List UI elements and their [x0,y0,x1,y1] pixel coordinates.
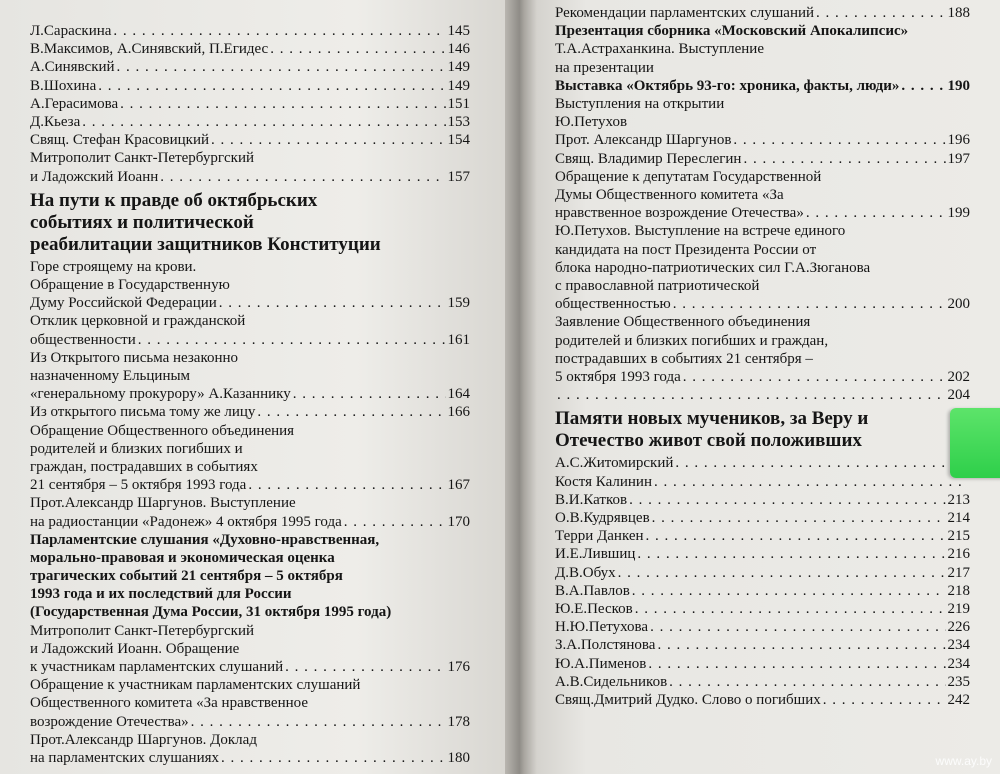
toc-entry-text: А.Синявский [30,59,115,76]
dot-leader [650,618,945,636]
bold-subheading-line: трагических событий 21 сентября – 5 октября [30,568,343,585]
section-heading [555,408,970,452]
dot-leader [160,168,445,186]
toc-entry[interactable] [30,149,470,185]
toc-entry[interactable] [30,676,470,731]
page-number: 176 [447,659,470,676]
toc-entry-last-line [555,204,970,222]
bold-subheading-line: (Государственная Дума России, 31 октября 1995 года) [30,604,392,621]
toc-entry-text: Прот. Александр Шаргунов [555,132,732,149]
toc-name-entry[interactable] [555,491,970,509]
toc-entry-last-line [30,40,470,58]
dot-leader [211,131,446,149]
section-heading-line: реабилитации защитников Конституции [30,233,381,255]
dot-leader [635,600,946,618]
page-number: 180 [447,750,470,767]
dot-leader [270,40,445,58]
toc-entry-text: О.В.Кудрявцев [555,509,650,526]
toc-entry-last-line [555,77,970,95]
toc-entry[interactable] [30,731,470,767]
dot-leader [669,673,945,691]
toc-entry-last-line [30,77,470,95]
toc-name-entry[interactable] [555,509,970,527]
toc-entry-text: общественностью [555,296,671,313]
page-number: 214 [947,509,970,526]
toc-entry-text: В.Максимов, А.Синявский, П.Егидес [30,41,269,58]
toc-entry-text: Свящ. Стефан Красовицкий [30,132,209,149]
section-heading-line: Памяти новых мучеников, за Веру и [555,408,869,430]
bold-subheading-line: 1993 года и их последствий для России [30,586,292,603]
toc-entry-line: Из Открытого письма незаконно [30,349,239,366]
page-number: 235 [947,673,970,690]
toc-entry-last-line [30,168,470,186]
toc-entry-text: А.В.Сидельников [555,673,668,690]
toc-entry-text: на парламентских слушаниях [30,750,220,767]
toc-entry-text: на презентации [555,59,654,76]
toc-name-entry[interactable] [555,600,970,618]
page-number: 217 [947,564,970,581]
toc-entry-line: и Ладожский Иоанн. Обращение [30,640,240,657]
toc-entry-text: 21 сентября – 5 октября 1993 года [30,477,247,494]
toc-entry-line: Думы Общественного комитета «За [555,187,784,203]
page-number: 151 [447,95,470,112]
toc-entry-last-line [30,258,470,276]
toc-entry-text: Свящ. Владимир Переслегин [555,150,742,167]
toc-entry-last-line [555,295,970,313]
page-number: 170 [447,513,470,530]
toc-entry-text: и Ладожский Иоанн [30,168,159,185]
toc-entry[interactable] [555,168,970,223]
dot-leader [219,294,446,312]
toc-entry-last-line [30,22,470,40]
page-number: 202 [947,368,970,385]
toc-name-entry[interactable] [555,545,970,563]
toc-entry-last-line [555,131,970,149]
dot-leader [632,582,946,600]
left-toc-column [30,22,470,767]
toc-entry-last-line [30,713,470,731]
toc-entry[interactable] [30,113,470,131]
toc-entry-line: блока народно-патриотических сил Г.А.Зюганова [555,259,871,276]
toc-entry-text: Рекомендации парламентских слушаний [555,5,815,21]
toc-entry-last-line [555,150,970,168]
dot-leader [816,4,945,22]
toc-entry-last-line [30,476,470,494]
toc-entry-text: Выступления на открытии [555,96,725,112]
toc-entry[interactable] [30,422,470,495]
toc-entry-last-line [30,331,470,349]
page-number: 226 [947,619,970,636]
section-heading-line: Отечество живот свой положивших [555,430,862,452]
toc-entry-text: 5 октября 1993 года [555,368,681,385]
toc-entry-text: И.Е.Лившиц [555,546,636,563]
toc-entry-text: Терри Данкен [555,528,644,545]
dot-leader [637,545,945,563]
dot-leader [82,113,445,131]
right-toc-column [555,4,970,709]
dot-leader [657,636,945,654]
toc-entry-line: Прот.Александр Шаргунов. Доклад [30,731,257,748]
page-number: 213 [947,491,970,508]
toc-entry[interactable] [555,40,970,76]
toc-entry-last-line [30,403,470,421]
dot-leader [673,295,946,313]
toc-entry-last-line [555,368,970,386]
page-number: 219 [947,600,970,617]
toc-entry[interactable] [30,77,470,95]
dot-leader [120,95,445,113]
page-number: 196 [947,132,970,149]
dot-leader [117,58,446,76]
dot-leader [823,691,946,709]
toc-entry-text: В.Шохина [30,77,97,94]
page-number: 164 [447,386,470,403]
toc-entry-line: Обращение к участникам парламентских слушаний [30,677,361,694]
toc-entry[interactable] [555,222,970,313]
toc-entry-text: З.А.Полстянова [555,637,656,654]
toc-entry-line: Отклик церковной и гражданской [30,313,246,330]
toc-entry[interactable] [30,258,470,276]
toc-entry-text: В.А.Павлов [555,582,630,599]
dot-leader [629,491,945,509]
toc-entry-text: Костя Калинин [555,473,652,490]
toc-name-entry[interactable] [555,691,970,709]
section-heading-line: На пути к правде об октябрьских [30,189,318,211]
toc-entry-last-line [30,294,470,312]
page-number: 146 [447,41,470,58]
toc-entry-text: возрождение Отечества» [30,713,189,730]
toc-name-entry[interactable] [555,582,970,600]
toc-entry-text: на радиостанции «Радонеж» 4 октября 1995 года [30,513,342,530]
toc-name-entry[interactable] [555,473,970,491]
toc-entry-text: Свящ.Дмитрий Дудко. Слово о погибших [555,691,821,708]
toc-entry-line: граждан, пострадавших в событиях [30,458,258,475]
toc-entry-line: кандидата на пост Президента России от [555,241,817,258]
toc-entry-text: «генеральному прокурору» А.Казаннику [30,386,291,403]
page-number: 153 [447,114,470,131]
toc-entry-last-line [555,4,970,22]
dot-leader [191,713,446,731]
toc-entry-last-line [30,95,470,113]
toc-entry-line: с православной патриотической [555,277,760,294]
toc-entry-last-line [30,658,470,676]
dot-leader [248,476,445,494]
toc-entry[interactable] [30,312,470,348]
section-heading [30,190,470,256]
dot-leader [901,77,945,95]
toc-entry[interactable] [30,131,470,149]
page-number: 159 [447,295,470,312]
toc-entry-text: нравственное возрождение Отечества» [555,205,804,222]
dot-leader [652,509,946,527]
page-number: 234 [947,655,970,672]
toc-entry-line: Митрополит Санкт-Петербургский [30,150,254,167]
toc-entry-last-line [555,59,970,77]
toc-entry-text: Д.В.Обух [555,564,616,581]
section-heading-line: событиях и политической [30,211,254,233]
toc-entry[interactable] [555,95,970,113]
watermark-text: www.ay.by [935,754,992,768]
toc-entry-text: общественности [30,331,136,348]
book-gutter [505,0,537,774]
dot-leader [733,131,945,149]
toc-entry-text: Горе строящему на крови. [30,258,197,275]
toc-entry[interactable] [555,77,970,95]
toc-entry-last-line [30,385,470,403]
page-number: 149 [447,77,470,94]
toc-entry[interactable] [30,349,470,404]
dot-leader [683,368,946,386]
page-number: 190 [947,77,970,94]
toc-entry-line: назначенному Ельциным [30,367,191,384]
toc-entry[interactable] [555,131,970,149]
toc-name-entry[interactable] [555,564,970,582]
toc-entry-line: Обращение в Государственную [30,277,230,294]
toc-entry-last-line [555,22,970,40]
page-number: 188 [947,5,970,21]
toc-entry-text: к участникам парламентских слушаний [30,659,284,676]
toc-entry-text: Выставка «Октябрь 93-го: хроника, факты, люди» [555,77,900,94]
dot-leader [113,22,445,40]
page-number: 242 [947,691,970,708]
page-number: 197 [947,150,970,167]
toc-entry-line: Обращение Общественного объединения [30,422,295,439]
toc-entry-last-line [555,95,970,113]
toc-entry-last-line [30,513,470,531]
page-number: 161 [447,331,470,348]
toc-entry-text: Ю.Е.Песков [555,600,633,617]
toc-entry-text: Из открытого письма тому же лицу [30,404,256,421]
dot-leader [618,564,946,582]
toc-entry[interactable] [555,113,970,131]
dot-leader [648,655,945,673]
dot-leader [654,473,968,491]
dot-leader [675,454,968,472]
toc-entry[interactable] [555,150,970,168]
toc-entry-text: В.И.Катков [555,491,628,508]
toc-entry-last-line [30,113,470,131]
toc-entry-last-line [555,113,970,131]
dot-leader [806,204,946,222]
page-number: 166 [447,404,470,421]
toc-entry-text: Презентация сборника «Московский Апокалипсис» [555,23,909,40]
bold-subheading-line: Парламентские слушания «Духовно-нравственная, [30,531,380,548]
toc-entry-text: Ю.А.Пименов [555,655,647,672]
page-number: 145 [447,23,470,39]
dot-leader [285,658,445,676]
toc-entry-text: Д.Кьеза [30,114,81,131]
dot-leader [221,749,445,767]
toc-entry[interactable] [30,22,470,40]
toc-entry[interactable] [30,622,470,677]
page-number: 149 [447,59,470,76]
toc-entry[interactable] [30,494,470,530]
toc-entry[interactable] [555,22,970,40]
toc-entry-line: Т.А.Астраханкина. Выступление [555,41,764,58]
page-number: 218 [947,582,970,599]
toc-name-entry[interactable] [555,636,970,654]
page-number: 154 [447,132,470,149]
bold-subheading [30,531,470,622]
toc-extra-page-line [555,386,970,404]
toc-entry-line: родителей и близких погибших и граждан, [555,332,829,349]
dot-leader [293,385,446,403]
toc-entry-text: А.С.Житомирский [555,455,674,472]
toc-entry-line: Ю.Петухов. Выступление на встрече единого [555,223,846,240]
toc-entry-last-line [30,749,470,767]
dot-leader [257,403,445,421]
page-number: 234 [947,637,970,654]
toc-entry[interactable] [30,95,470,113]
toc-entry-line: Общественного комитета «За нравственное [30,695,308,712]
toc-entry-line: Митрополит Санкт-Петербургский [30,622,254,639]
toc-entry[interactable] [555,313,970,386]
page-number: 200 [947,296,970,313]
toc-entry-text: Н.Ю.Петухова [555,619,649,636]
toc-entry-text: Ю.Петухов [555,114,628,131]
page-number: 167 [447,477,470,494]
toc-entry-text: Думу Российской Федерации [30,295,217,312]
page-number: 216 [947,546,970,563]
dot-leader [557,386,946,404]
dot-leader [646,527,946,545]
dot-leader [98,77,445,95]
green-bookmark-tab [950,408,1000,478]
toc-entry[interactable] [30,403,470,421]
toc-name-entry[interactable] [555,655,970,673]
dot-leader [138,331,446,349]
toc-entry-line: родителей и близких погибших и [30,440,243,457]
toc-entry-line: Заявление Общественного объединения [555,314,811,331]
toc-name-entry[interactable] [555,527,970,545]
toc-entry[interactable] [30,276,470,312]
toc-entry-last-line [30,58,470,76]
toc-name-entry[interactable] [555,673,970,691]
bold-subheading-line: морально-правовая и экономическая оценка [30,549,335,566]
page-number: 157 [447,168,470,185]
page-number: 199 [947,205,970,222]
toc-name-entry[interactable] [555,454,970,472]
toc-entry[interactable] [555,4,970,22]
toc-entry[interactable] [30,40,470,58]
toc-entry-line: Обращение к депутатам Государственной [555,168,822,185]
toc-entry-line: Прот.Александр Шаргунов. Выступление [30,495,296,512]
toc-entry-text: А.Герасимова [30,95,119,112]
dot-leader [344,513,446,531]
toc-name-entry[interactable] [555,618,970,636]
toc-entry[interactable] [30,58,470,76]
page-number: 204 [947,387,970,404]
toc-entry-line: пострадавших в событиях 21 сентября – [555,350,813,367]
page-number: 178 [447,713,470,730]
toc-entry-text: Л.Сараскина [30,23,112,39]
toc-entry-last-line [30,131,470,149]
page-number: 215 [947,528,970,545]
dot-leader [743,150,945,168]
